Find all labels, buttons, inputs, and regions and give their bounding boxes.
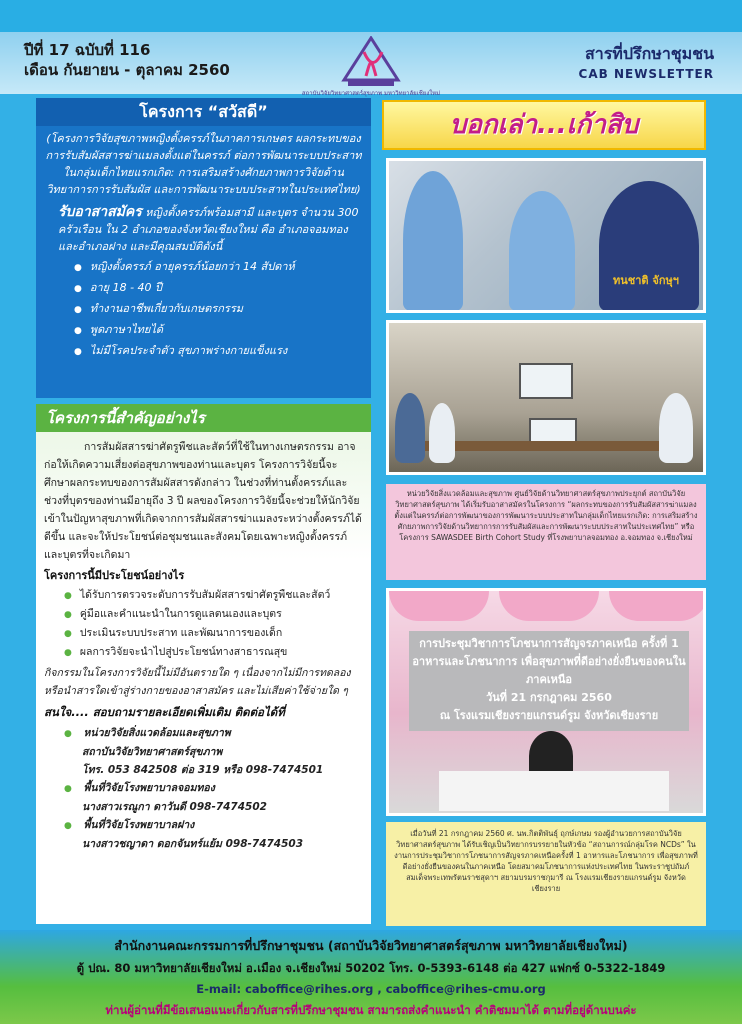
contact-item: [64, 816, 371, 853]
importance-paragraph: การสัมผัสสารฆ่าศัตรูพืชและสัตว์ที่ใช้ในทางเกษตรกรรม อาจก่อให้เกิดความเสี่ยงต่อสุขภาพของท่านและบุตร โครงการวิจัยนี้จะศึกษาผลกระทบของการสัมผัสสารดังกล่าว ในช่วงที่ท่านตั้งครรภ์และช่วงที่บุตรของท่านมีอายุถึง 3 ปี ผลของโครงการวิจัยนี้จะช่วยให้นักวิจัยเข้าในปัญหาสุขภาพที่เกิดจากการสัมผัสสารฆ่าแมลงระหว่างตั้งครรภ์ได้ดีขึ้น และจะให้ประโยชน์ต่อชุมชนและสังคมโดยเฉพาะหญิงตั้งครรภ์และบุตรที่จะเกิดมา: [44, 441, 362, 561]
safety-note: กิจกรรมในโครงการวิจัยนี้ไม่มีอันตรายใด ๆ เนื่องจากไม่มีการทดลองหรือนำสารใดเข้าสู่ร่างกายของอาสาสมัคร และไม่เสียค่าใช้จ่ายใด ๆ: [44, 667, 351, 697]
photo-meeting-room: [386, 320, 706, 475]
list-item: ● พูดภาษาไทยได้: [74, 320, 371, 341]
logo-caption: สถาบันวิจัยวิทยาศาสตร์สุขภาพ มหาวิทยาลัยเชียงใหม่: [301, 90, 441, 97]
footer-office: สำนักงานคณะกรรมการที่ปรึกษาชุมชน (สถาบันวิจัยวิทยาศาสตร์สุขภาพ มหาวิทยาลัยเชียงใหม่): [114, 938, 628, 953]
footer-email[interactable]: E-mail: caboffice@rihes.org , caboffice@rihes-cmu.org: [196, 982, 546, 996]
list-item: ● ไม่มีโรคประจำตัว สุขภาพร่างกายแข็งแรง: [74, 341, 371, 362]
shirt-text: ทนชาติ จักษุฯ: [613, 274, 679, 287]
projector-screen: [519, 363, 573, 399]
more-info: สนใจ.... สอบถามรายละเอียดเพิ่มเติม ติดต่อได้ที่: [44, 705, 285, 719]
list-item: ● ผลการวิจัยจะนำไปสู่ประโยชน์ทางสาธารณสุข: [64, 643, 371, 662]
list-item: ● ได้รับการตรวจระดับการรับสัมผัสสารฆ่าศัตรูพืชและสัตว์: [64, 586, 371, 605]
project-title: โครงการ “สวัสดี”: [36, 98, 371, 126]
benefit-title: โครงการนี้มีประโยชน์อย่างไร: [44, 569, 185, 582]
project-box: [36, 98, 371, 398]
sign-line: อาหารและโภชนาการ เพื่อสุขภาพที่ดีอย่างยั่งยืนของคนในภาคเหนือ: [412, 655, 686, 686]
recruit-text: หญิงตั้งครรภ์พร้อมสามี และบุตร จำนวน 300 ครัวเรือน ใน 2 อำเภอของจังหวัดเชียงใหม่ คือ อำเภอจอมทอง และอำเภอฝาง และมีคุณสมบัติดังนี้: [58, 206, 359, 253]
contact-item: [64, 724, 371, 779]
issue-months: เดือน กันยายน - ตุลาคม 2560: [24, 61, 230, 79]
importance-title: โครงการนี้สำคัญอย่างไร: [36, 404, 371, 432]
drape-decoration: [499, 591, 599, 621]
photo-conference: [386, 588, 706, 816]
newsletter-title: [579, 42, 714, 81]
recruit-label: รับอาสาสมัคร: [58, 204, 142, 220]
photo-caption-2: เมื่อวันที่ 21 กรกฎาคม 2560 ศ. นพ.กิตติพันธุ์ ฤกษ์เกษม รองผู้อำนวยการสถาบันวิจัยวิทยาศาสตร์สุขภาพ ได้รับเชิญเป็นวิทยากรบรรยายในหัวข้อ “สถานการณ์กลุ่มโรค NCDs” ในงานการประชุมวิชาการโภชนาการสัญจรภาคเหนือครั้งที่ 1 อาหารและโภชนาการ เพื่อสุขภาพที่ดีอย่างยั่งยืนของคนในภาคเหนือ โดยสมาคมโภชนาการแห่งประเทศไทย ในพระราชูปถัมภ์ สมเด็จพระเทพรัตนราชสุดาฯ สยามบรมราชกุมารี ณ โรงแรมเชียงรายแกรนด์รูม จังหวัดเชียงราย: [386, 822, 706, 926]
project-intro: (โครงการวิจัยสุขภาพหญิงตั้งครรภ์ในภาคการเกษตร ผลกระทบของการรับสัมผัสสารฆ่าแมลงตั้งแต่ในครรภ์ ต่อการพัฒนาระบบประสาทในกลุ่มเด็กไทยแรกเกิด: การเสริมสร้างศักยภาพการวิจัยด้านวิทยาการการรับสัมผัส และการพัฒนาระบบประสาทในประเทศไทย): [45, 132, 362, 196]
recruitment: [58, 204, 361, 255]
news-banner: บอกเล่า...เก้าสิบ: [382, 100, 706, 150]
contact-line: หน่วยวิจัยสิ่งแวดล้อมและสุขภาพ: [83, 727, 231, 739]
issue-info: [24, 40, 230, 80]
sign-line: ณ โรงแรมเชียงรายแกรนด์รูม จังหวัดเชียงราย: [439, 709, 659, 722]
list-item: ● คู่มือและคำแนะนำในการดูแลตนเองและบุตร: [64, 605, 371, 624]
contact-phone: นางสาวชญาดา ดอกจันทร์แย้ม 098-7474503: [82, 838, 304, 850]
nurse-figure: [509, 191, 575, 311]
attendee-figure: [659, 393, 693, 463]
list-item: ● ทำงานอาชีพเกี่ยวกับเกษตรกรรม: [74, 299, 371, 320]
contact-line: พื้นที่วิจัยโรงพยาบาลจอมทอง: [83, 782, 215, 794]
list-item: ● ประเมินระบบประสาท และพัฒนาการของเด็ก: [64, 624, 371, 643]
contact-phone: โทร. 053 842508 ต่อ 319 หรือ 098-7474501: [82, 764, 324, 776]
drape-decoration: [609, 591, 706, 621]
top-bar: [0, 0, 742, 32]
list-item: ● อายุ 18 - 40 ปี: [74, 278, 371, 299]
contact-line: พื้นที่วิจัยโรงพยาบาลฝาง: [83, 819, 195, 831]
attendee-figure: [395, 393, 425, 463]
contact-list: [64, 724, 371, 853]
criteria-list: [74, 257, 371, 362]
contact-item: [64, 779, 371, 816]
importance-box: [36, 404, 371, 924]
nurse-figure: [403, 171, 463, 311]
contact-phone: นางสาวเรณูกา ดาวันดี 098-7474502: [82, 801, 267, 813]
attendee-figure: [429, 403, 455, 463]
drape-decoration: [389, 591, 489, 621]
sign-line: การประชุมวิชาการโภชนาการสัญจรภาคเหนือ ครั้งที่ 1: [419, 637, 679, 650]
issue-number: ปีที่ 17 ฉบับที่ 116: [24, 41, 151, 59]
sign-line: วันที่ 21 กรกฎาคม 2560: [486, 691, 612, 704]
footer-address: ตู้ ปณ. 80 มหาวิทยาลัยเชียงใหม่ อ.เมือง จ.เชียงใหม่ 50202 โทร. 0-5393-6148 ต่อ 427 แฟกซ์ 0-5322-1849: [76, 961, 666, 975]
benefit-list: [64, 586, 371, 662]
patient-figure: [599, 181, 699, 311]
title-thai: สารที่ปรึกษาชุมชน: [584, 44, 714, 63]
photo-blood-draw: [386, 158, 706, 313]
cab-logo-icon: [336, 36, 406, 88]
speaker-table: [439, 771, 669, 811]
list-item: ● หญิงตั้งครรภ์ อายุครรภ์น้อยกว่า 14 สัปดาห์: [74, 257, 371, 278]
contact-line: สถาบันวิจัยวิทยาศาสตร์สุขภาพ: [82, 746, 223, 758]
conference-sign: [409, 631, 689, 731]
footer-note: ท่านผู้อ่านที่มีข้อเสนอแนะเกี่ยวกับสารที่ปรึกษาชุมชน สามารถส่งคำแนะนำ คำติชมมาได้ ตามที่อยู่ด้านบนค่ะ: [105, 1003, 637, 1017]
photo-caption-1: หน่วยวิจัยสิ่งแวดล้อมและสุขภาพ ศูนย์วิจัยด้านวิทยาศาสตร์สุขภาพประยุกต์ สถาบันวิจัยวิทยาศาสตร์สุขภาพ ได้เริ่มรับอาสาสมัครในโครงการ “ผลกระทบของการรับสัมผัสสารฆ่าแมลงตั้งแต่ในครรภ์ต่อการพัฒนาของการพัฒนาระบบประสาทในกลุ่มเด็กไทยแรกเกิด: การเสริมสร้างศักยภาพการวิจัยด้านวิทยาการการรับสัมผัสและการพัฒนาระบบประสาทในประเทศไทย” หรือโครงการ SAWASDEE Birth Cohort Study ที่โรงพยาบาลจอมทอง อ.จอมทอง จ.เชียงใหม่: [386, 484, 706, 580]
footer: [0, 930, 742, 1024]
title-english: CAB NEWSLETTER: [578, 67, 714, 81]
